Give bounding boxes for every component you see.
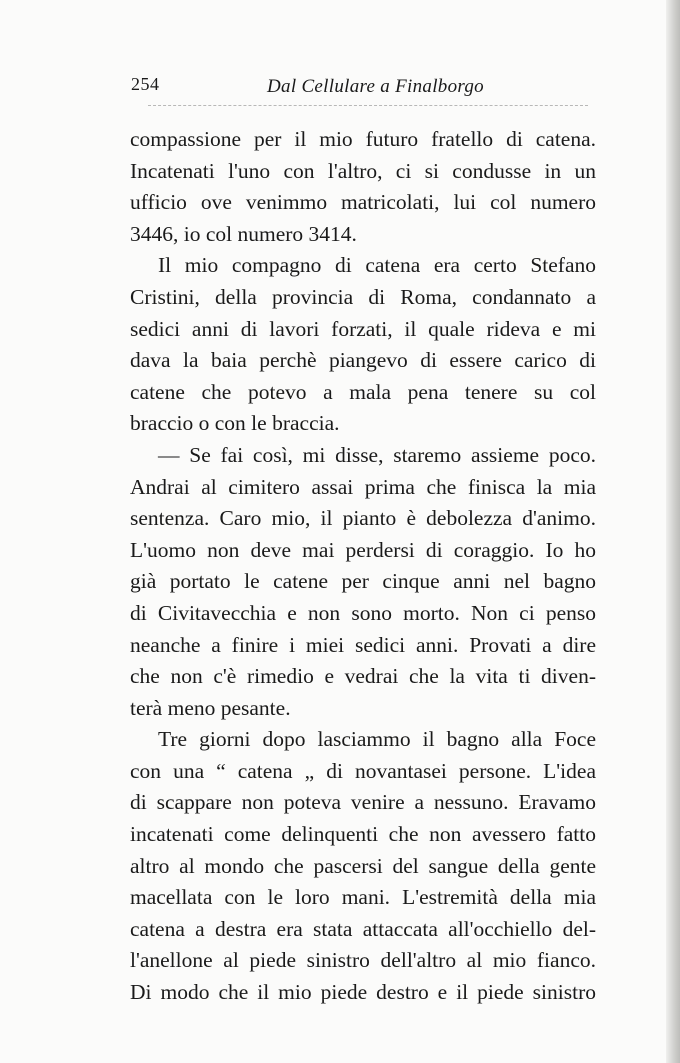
header-rule	[148, 105, 588, 110]
text-line: Andrai al cimitero assai prima che finisca la mia	[130, 474, 596, 499]
text-line: compassione per il mio futuro fratello di catena.	[130, 127, 596, 151]
text-line: catena a destra era stata attaccata all'occhiello del-	[130, 916, 596, 941]
text-line: Di modo che il mio piede destro e il piede sinistro	[130, 980, 596, 1005]
running-head	[131, 74, 591, 104]
text-line: incatenati come delinquenti che non avessero fatto	[130, 822, 596, 847]
text-line: sentenza. Caro mio, il pianto è debolezza d'animo.	[130, 506, 596, 531]
text-line: macellata con le loro mani. L'estremità della mia	[130, 885, 596, 910]
text-line: già portato le catene per cinque anni nel bagno	[130, 569, 596, 594]
text-line: catene che potevo a mala pena tenere su col	[130, 379, 596, 404]
paragraph	[130, 250, 596, 440]
text-line: di scappare non poteva venire a nessuno. Eravamo	[130, 790, 596, 815]
text-line: con una “ catena „ di novantasei persone. L'idea	[130, 758, 596, 783]
page-number: 254	[131, 74, 160, 94]
text-line: L'uomo non deve mai perdersi di coraggio. Io ho	[130, 537, 596, 562]
text-line: terà meno pesante.	[130, 695, 291, 720]
body-text	[130, 124, 596, 1009]
text-line: che non c'è rimedio e vedrai che la vita ti diven-	[130, 664, 596, 689]
text-line: braccio o con le braccia.	[130, 411, 340, 436]
text-line: dava la baia perchè piangevo di essere carico di	[130, 348, 596, 373]
text-line: Cristini, della provincia di Roma, condannato a	[130, 284, 596, 309]
text-line: Il mio compagno di catena era certo Stefano	[158, 253, 596, 278]
text-line: ufficio ove venimmo matricolati, lui col numero	[130, 190, 596, 215]
text-line: l'anellone al piede sinistro dell'altro al mio fianco.	[130, 948, 596, 973]
text-line: neanche a finire i miei sedici anni. Provati a dire	[130, 632, 596, 657]
text-line: Incatenati l'uno con l'altro, ci si condusse in un	[130, 158, 596, 183]
paragraph	[130, 724, 596, 1008]
text-line: sedici anni di lavori forzati, il quale rideva e mi	[130, 316, 596, 341]
page-edge-shadow	[666, 0, 680, 1063]
text-line: — Se fai così, mi disse, staremo assieme poco.	[158, 442, 596, 467]
text-line: di Civitavecchia e non sono morto. Non ci penso	[130, 600, 596, 625]
text-line: Tre giorni dopo lasciammo il bagno alla Foce	[158, 727, 596, 752]
paragraph	[130, 440, 596, 724]
running-title: Dal Cellulare a Finalborgo	[267, 76, 484, 97]
text-line: altro al mondo che pascersi del sangue della gente	[130, 853, 596, 878]
paragraph	[130, 124, 596, 250]
text-line: 3446, io col numero 3414.	[130, 221, 357, 246]
